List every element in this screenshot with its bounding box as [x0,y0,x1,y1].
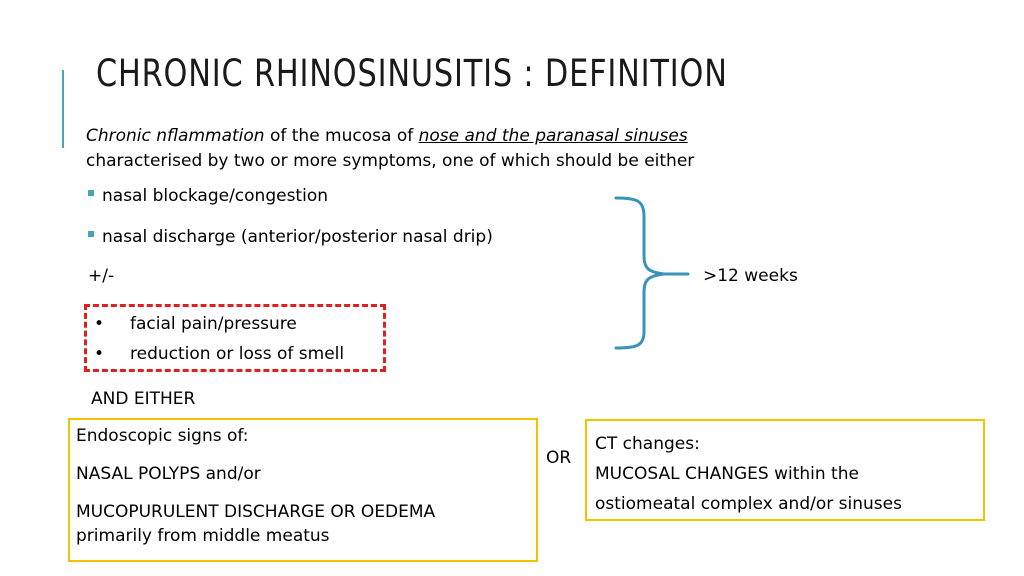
definition-term: Chronic nflammation [86,126,265,146]
endoscopic-discharge: MUCOPURULENT DISCHARGE OR OEDEMA [76,502,436,522]
ct-changes-box [585,419,985,521]
and-either-label: AND EITHER [91,389,196,409]
definition-text [86,124,846,174]
plus-minus-label: +/- [88,266,115,286]
square-bullet-icon [88,190,94,196]
optional-symptom-label: reduction or loss of smell [130,344,345,364]
optional-symptom-label: facial pain/pressure [130,314,297,334]
definition-line2: characterised by two or more symptoms, one of which should be either [86,151,695,171]
curly-brace-icon [612,194,692,354]
ct-mucosal: MUCOSAL CHANGES within the [595,464,859,484]
endoscopic-signs-box [68,418,538,562]
optional-symptom-item [94,344,344,364]
symptom-label: nasal discharge (anterior/posterior nasal drip) [102,227,493,247]
duration-label: >12 weeks [703,266,798,286]
symptom-label: nasal blockage/congestion [102,186,328,206]
ct-heading: CT changes: [595,434,700,454]
title-accent-line [62,70,64,148]
endoscopic-location: primarily from middle meatus [76,526,330,546]
bullet-icon: • [94,314,105,334]
endoscopic-heading: Endoscopic signs of: [76,426,249,446]
bullet-icon: • [94,344,105,364]
or-label: OR [546,448,572,468]
definition-site: nose and the paranasal sinuses [418,126,688,146]
ct-location: ostiomeatal complex and/or sinuses [595,494,902,514]
square-bullet-icon [88,231,94,237]
endoscopic-polyps: NASAL POLYPS and/or [76,464,261,484]
symptom-item [88,186,328,206]
page-title: CHRONIC RHINOSINUSITIS : DEFINITION [96,52,728,95]
symptom-item [88,227,493,247]
optional-symptom-item [94,314,297,334]
definition-connector: of the mucosa of [264,126,419,146]
